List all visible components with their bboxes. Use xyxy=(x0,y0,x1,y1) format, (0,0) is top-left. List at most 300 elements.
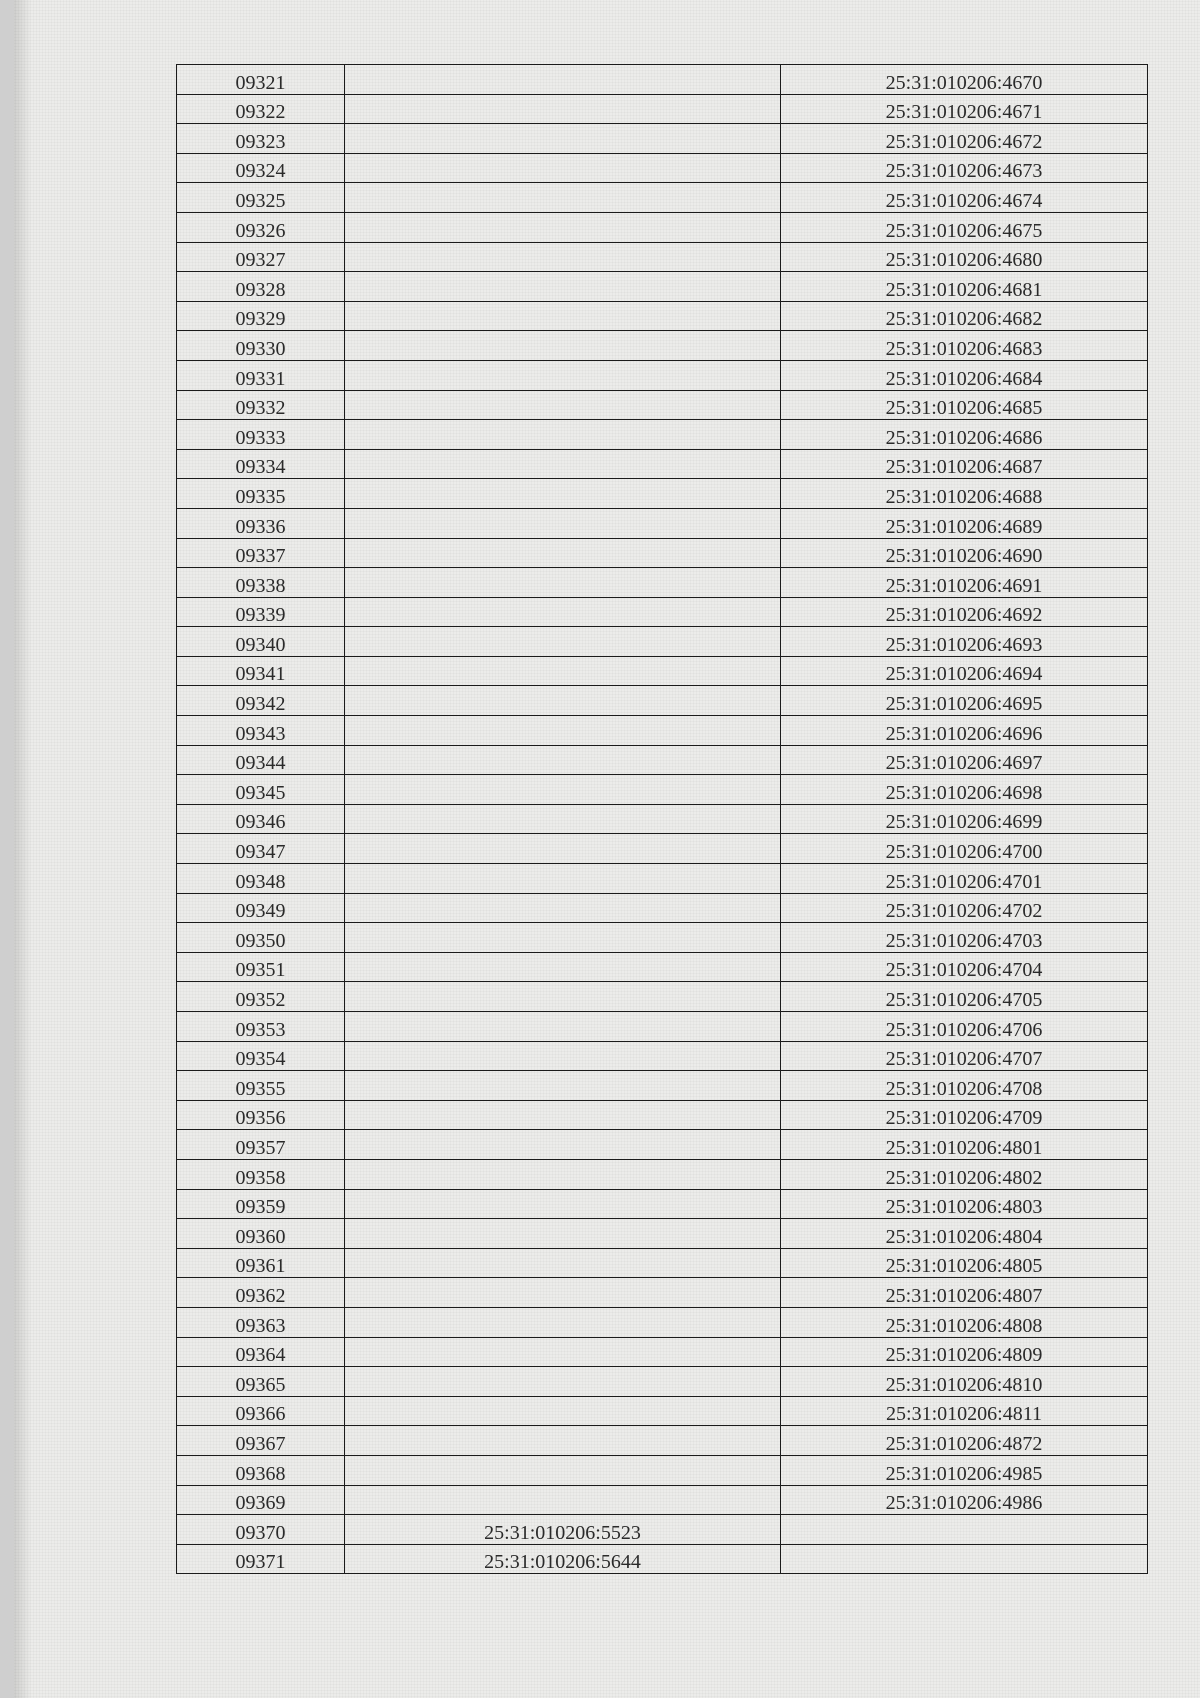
scanned-page xyxy=(14,0,1200,1698)
cadastral-number-text-b: 25:31:010206:4702 xyxy=(885,900,1043,923)
cadastral-number-text-b: 25:31:010206:4709 xyxy=(885,1107,1043,1130)
row-number-cell xyxy=(177,1189,345,1219)
cadastral-number-cell-b xyxy=(781,952,1148,982)
cadastral-number-text-b: 25:31:010206:4693 xyxy=(885,633,1043,656)
cadastral-number-cell-b xyxy=(781,331,1148,361)
cadastral-number-cell-a xyxy=(345,716,781,746)
cadastral-number-cell-a xyxy=(345,775,781,805)
cadastral-number-cell-a xyxy=(345,568,781,598)
cadastral-number-cell-b xyxy=(781,272,1148,302)
row-number-cell xyxy=(177,124,345,154)
table-row xyxy=(177,1337,1148,1367)
table-row xyxy=(177,1426,1148,1456)
cadastral-number-text-b: 25:31:010206:4705 xyxy=(885,989,1043,1011)
row-number-cell xyxy=(177,390,345,420)
cadastral-number-text-b: 25:31:010206:4810 xyxy=(885,1373,1043,1396)
cadastral-number-cell-a xyxy=(345,183,781,213)
row-number-text: 09328 xyxy=(235,278,286,301)
row-number-cell xyxy=(177,1130,345,1160)
cadastral-number-cell-a xyxy=(345,360,781,390)
cadastral-number-cell-b xyxy=(781,212,1148,242)
row-number-cell xyxy=(177,301,345,331)
row-number-text: 09331 xyxy=(235,367,286,390)
row-number-cell xyxy=(177,1278,345,1308)
cadastral-number-text-b: 25:31:010206:4707 xyxy=(885,1048,1043,1071)
cadastral-number-cell-b xyxy=(781,1515,1148,1545)
table-row xyxy=(177,893,1148,923)
table-row xyxy=(177,301,1148,331)
cadastral-number-cell-a xyxy=(345,1071,781,1101)
cadastral-number-cell-b xyxy=(781,390,1148,420)
cadastral-number-cell-b xyxy=(781,1219,1148,1249)
row-number-text: 09322 xyxy=(235,101,286,124)
cadastral-number-text-b: 25:31:010206:4689 xyxy=(885,515,1043,538)
cadastral-number-text-b: 25:31:010206:4690 xyxy=(885,545,1043,568)
row-number-cell xyxy=(177,1485,345,1515)
cadastral-number-text-b: 25:31:010206:4811 xyxy=(886,1403,1042,1426)
table-row xyxy=(177,775,1148,805)
cadastral-number-cell-b xyxy=(781,1485,1148,1515)
cadastral-number-cell-b xyxy=(781,183,1148,213)
table-row xyxy=(177,1248,1148,1278)
row-number-text: 09351 xyxy=(235,959,286,982)
cadastral-number-cell-b xyxy=(781,1189,1148,1219)
row-number-text: 09354 xyxy=(235,1048,286,1071)
row-number-text: 09335 xyxy=(235,485,286,508)
row-number-text: 09333 xyxy=(235,426,286,449)
cadastral-number-cell-a xyxy=(345,538,781,568)
row-number-text: 09360 xyxy=(235,1225,286,1248)
row-number-cell xyxy=(177,627,345,657)
table-row xyxy=(177,1159,1148,1189)
cadastral-number-text-b: 25:31:010206:4697 xyxy=(885,752,1043,775)
cadastral-number-cell-a xyxy=(345,1248,781,1278)
row-number-cell xyxy=(177,153,345,183)
table-row xyxy=(177,212,1148,242)
row-number-cell xyxy=(177,745,345,775)
cadastral-number-text-b: 25:31:010206:4695 xyxy=(885,693,1043,716)
cadastral-number-cell-b xyxy=(781,1455,1148,1485)
cadastral-number-cell-b xyxy=(781,420,1148,450)
cadastral-number-cell-a xyxy=(345,390,781,420)
row-number-text: 09349 xyxy=(235,900,286,923)
table-row xyxy=(177,745,1148,775)
row-number-text: 09339 xyxy=(235,604,286,627)
cadastral-number-text-b: 25:31:010206:4674 xyxy=(885,189,1043,212)
cadastral-number-text-b: 25:31:010206:4985 xyxy=(885,1462,1043,1485)
cadastral-number-cell-a xyxy=(345,834,781,864)
cadastral-number-cell-b xyxy=(781,1278,1148,1308)
table-row xyxy=(177,923,1148,953)
cadastral-number-text-b: 25:31:010206:4703 xyxy=(885,929,1043,952)
row-number-cell xyxy=(177,331,345,361)
cadastral-number-text-b: 25:31:010206:4704 xyxy=(885,959,1043,982)
row-number-text: 09369 xyxy=(235,1492,286,1515)
cadastral-number-cell-b xyxy=(781,864,1148,894)
cadastral-number-text-b: 25:31:010206:4708 xyxy=(885,1077,1043,1100)
row-number-cell xyxy=(177,272,345,302)
cadastral-number-cell-a xyxy=(345,656,781,686)
cadastral-number-text-b: 25:31:010206:4673 xyxy=(885,160,1043,183)
cadastral-number-text-b: 25:31:010206:4802 xyxy=(885,1166,1043,1189)
cadastral-number-text-b: 25:31:010206:4670 xyxy=(885,71,1043,94)
cadastral-number-cell-b xyxy=(781,1396,1148,1426)
table-row xyxy=(177,982,1148,1012)
cadastral-number-text-b: 25:31:010206:4698 xyxy=(885,781,1043,804)
cadastral-number-cell-a xyxy=(345,94,781,124)
cadastral-number-cell-b xyxy=(781,923,1148,953)
cadastral-number-text-b: 25:31:010206:4807 xyxy=(885,1284,1043,1307)
cadastral-number-cell-a xyxy=(345,1426,781,1456)
cadastral-number-text-b: 25:31:010206:4803 xyxy=(885,1196,1043,1219)
row-number-cell xyxy=(177,952,345,982)
cadastral-number-cell-b xyxy=(781,65,1148,95)
row-number-cell xyxy=(177,1041,345,1071)
table-row xyxy=(177,420,1148,450)
row-number-text: 09365 xyxy=(235,1373,286,1396)
cadastral-number-cell-a xyxy=(345,1544,781,1574)
table-row xyxy=(177,1396,1148,1426)
row-number-cell xyxy=(177,893,345,923)
row-number-cell xyxy=(177,1337,345,1367)
row-number-cell xyxy=(177,449,345,479)
cadastral-number-cell-a xyxy=(345,1189,781,1219)
cadastral-number-cell-a xyxy=(345,65,781,95)
table-row xyxy=(177,1041,1148,1071)
cadastral-number-cell-b xyxy=(781,301,1148,331)
table-row xyxy=(177,864,1148,894)
cadastral-number-cell-a xyxy=(345,597,781,627)
cadastral-table xyxy=(176,64,1148,1574)
table-row xyxy=(177,834,1148,864)
row-number-text: 09332 xyxy=(235,397,286,420)
table-row xyxy=(177,627,1148,657)
cadastral-number-text-b: 25:31:010206:4675 xyxy=(885,219,1043,242)
row-number-cell xyxy=(177,716,345,746)
cadastral-number-text-b: 25:31:010206:4682 xyxy=(885,308,1043,331)
table-row xyxy=(177,479,1148,509)
cadastral-number-text-b: 25:31:010206:4684 xyxy=(885,367,1043,390)
row-number-text: 09348 xyxy=(235,870,286,893)
cadastral-number-cell-b xyxy=(781,568,1148,598)
cadastral-number-text-b: 25:31:010206:4700 xyxy=(885,841,1043,864)
cadastral-number-cell-b xyxy=(781,1012,1148,1042)
row-number-text: 09370 xyxy=(235,1521,286,1544)
cadastral-number-text-b: 25:31:010206:4986 xyxy=(885,1492,1043,1515)
row-number-cell xyxy=(177,94,345,124)
table-row xyxy=(177,952,1148,982)
row-number-text: 09327 xyxy=(235,249,286,272)
row-number-cell xyxy=(177,1396,345,1426)
row-number-cell xyxy=(177,508,345,538)
table-row xyxy=(177,65,1148,95)
cadastral-number-text-b: 25:31:010206:4688 xyxy=(885,485,1043,508)
cadastral-number-cell-a xyxy=(345,1396,781,1426)
cadastral-number-cell-b xyxy=(781,775,1148,805)
cadastral-number-text-b: 25:31:010206:4805 xyxy=(885,1255,1043,1278)
cadastral-number-cell-b xyxy=(781,1426,1148,1456)
row-number-cell xyxy=(177,775,345,805)
cadastral-number-text-b: 25:31:010206:4680 xyxy=(885,249,1043,272)
cadastral-number-text-b: 25:31:010206:4808 xyxy=(885,1314,1043,1337)
cadastral-number-text-b: 25:31:010206:4872 xyxy=(885,1432,1043,1455)
cadastral-number-cell-b xyxy=(781,360,1148,390)
cadastral-number-cell-b xyxy=(781,242,1148,272)
row-number-text: 09329 xyxy=(235,308,286,331)
table-row xyxy=(177,124,1148,154)
table-row xyxy=(177,183,1148,213)
table-row xyxy=(177,1100,1148,1130)
row-number-text: 09343 xyxy=(235,722,286,745)
row-number-text: 09334 xyxy=(235,456,286,479)
table-row xyxy=(177,568,1148,598)
cadastral-number-cell-a xyxy=(345,272,781,302)
cadastral-number-cell-b xyxy=(781,1130,1148,1160)
cadastral-number-cell-a xyxy=(345,1100,781,1130)
table-row xyxy=(177,360,1148,390)
cadastral-number-text-b: 25:31:010206:4686 xyxy=(885,426,1043,449)
row-number-cell xyxy=(177,479,345,509)
table-row xyxy=(177,716,1148,746)
cadastral-number-cell-a xyxy=(345,449,781,479)
cadastral-number-cell-b xyxy=(781,716,1148,746)
row-number-cell xyxy=(177,1100,345,1130)
row-number-text: 09364 xyxy=(235,1344,286,1367)
row-number-cell xyxy=(177,864,345,894)
row-number-text: 09355 xyxy=(235,1077,286,1100)
row-number-cell xyxy=(177,686,345,716)
table-row xyxy=(177,1485,1148,1515)
table-row xyxy=(177,1515,1148,1545)
row-number-cell xyxy=(177,183,345,213)
cadastral-number-text-b: 25:31:010206:4809 xyxy=(885,1344,1043,1367)
row-number-text: 09368 xyxy=(235,1462,286,1485)
table-row xyxy=(177,1367,1148,1397)
row-number-cell xyxy=(177,982,345,1012)
row-number-cell xyxy=(177,65,345,95)
cadastral-number-cell-a xyxy=(345,1219,781,1249)
table-row xyxy=(177,1544,1148,1574)
cadastral-number-cell-a xyxy=(345,804,781,834)
cadastral-number-cell-a xyxy=(345,331,781,361)
table-row xyxy=(177,508,1148,538)
table-row xyxy=(177,272,1148,302)
row-number-cell xyxy=(177,597,345,627)
row-number-cell xyxy=(177,212,345,242)
cadastral-number-cell-b xyxy=(781,982,1148,1012)
cadastral-number-text-b: 25:31:010206:4671 xyxy=(885,101,1043,124)
cadastral-number-cell-b xyxy=(781,1337,1148,1367)
cadastral-number-cell-a xyxy=(345,212,781,242)
cadastral-number-cell-b xyxy=(781,893,1148,923)
cadastral-number-cell-a xyxy=(345,1367,781,1397)
cadastral-number-cell-a xyxy=(345,479,781,509)
cadastral-number-cell-b xyxy=(781,1367,1148,1397)
cadastral-number-text-a: 25:31:010206:5523 xyxy=(484,1521,641,1544)
row-number-text: 09353 xyxy=(235,1018,286,1041)
row-number-cell xyxy=(177,360,345,390)
table-row xyxy=(177,242,1148,272)
cadastral-number-text-b: 25:31:010206:4696 xyxy=(885,722,1043,745)
cadastral-number-cell-a xyxy=(345,952,781,982)
row-number-cell xyxy=(177,656,345,686)
cadastral-number-text-b: 25:31:010206:4691 xyxy=(885,574,1043,597)
cadastral-number-text-b: 25:31:010206:4681 xyxy=(885,278,1043,301)
cadastral-number-text-a: 25:31:010206:5644 xyxy=(484,1551,641,1574)
cadastral-number-cell-a xyxy=(345,1041,781,1071)
row-number-text: 09346 xyxy=(235,811,286,834)
cadastral-number-text-b: 25:31:010206:4683 xyxy=(885,337,1043,360)
cadastral-number-cell-b xyxy=(781,745,1148,775)
cadastral-number-cell-a xyxy=(345,1012,781,1042)
row-number-text: 09367 xyxy=(235,1432,286,1455)
row-number-cell xyxy=(177,242,345,272)
row-number-text: 09347 xyxy=(235,841,286,864)
cadastral-number-cell-b xyxy=(781,834,1148,864)
row-number-cell xyxy=(177,1515,345,1545)
table-row xyxy=(177,1071,1148,1101)
table-row xyxy=(177,1455,1148,1485)
row-number-cell xyxy=(177,1248,345,1278)
cadastral-number-cell-a xyxy=(345,1515,781,1545)
row-number-text: 09324 xyxy=(235,160,286,183)
cadastral-number-cell-b xyxy=(781,124,1148,154)
cadastral-number-text-b: 25:31:010206:4699 xyxy=(885,811,1043,834)
row-number-text: 09371 xyxy=(235,1551,286,1574)
cadastral-number-cell-b xyxy=(781,1071,1148,1101)
row-number-text: 09338 xyxy=(235,574,286,597)
table-row xyxy=(177,449,1148,479)
row-number-cell xyxy=(177,923,345,953)
cadastral-number-cell-a xyxy=(345,864,781,894)
cadastral-number-cell-b xyxy=(781,597,1148,627)
cadastral-number-cell-a xyxy=(345,153,781,183)
row-number-cell xyxy=(177,1219,345,1249)
cadastral-number-text-b: 25:31:010206:4701 xyxy=(885,870,1043,893)
cadastral-number-cell-a xyxy=(345,1307,781,1337)
row-number-text: 09340 xyxy=(235,633,286,656)
cadastral-number-cell-a xyxy=(345,686,781,716)
row-number-text: 09361 xyxy=(235,1255,286,1278)
cadastral-number-text-b: 25:31:010206:4687 xyxy=(885,456,1043,479)
row-number-text: 09337 xyxy=(235,545,286,568)
cadastral-number-cell-a xyxy=(345,1485,781,1515)
row-number-text: 09356 xyxy=(235,1107,286,1130)
row-number-text: 09366 xyxy=(235,1403,286,1426)
cadastral-number-cell-a xyxy=(345,745,781,775)
row-number-text: 09345 xyxy=(235,781,286,804)
cadastral-number-cell-a xyxy=(345,1278,781,1308)
row-number-cell xyxy=(177,834,345,864)
cadastral-number-cell-a xyxy=(345,1337,781,1367)
cadastral-number-cell-b xyxy=(781,1159,1148,1189)
row-number-cell xyxy=(177,1307,345,1337)
cadastral-number-cell-b xyxy=(781,804,1148,834)
row-number-cell xyxy=(177,1159,345,1189)
row-number-cell xyxy=(177,804,345,834)
cadastral-number-cell-b xyxy=(781,1100,1148,1130)
cadastral-number-cell-b xyxy=(781,627,1148,657)
table-row xyxy=(177,1130,1148,1160)
cadastral-number-text-b: 25:31:010206:4685 xyxy=(885,397,1043,420)
cadastral-number-cell-b xyxy=(781,656,1148,686)
table-row xyxy=(177,390,1148,420)
row-number-text: 09342 xyxy=(235,693,286,716)
table-row xyxy=(177,94,1148,124)
row-number-cell xyxy=(177,1544,345,1574)
table-row xyxy=(177,1219,1148,1249)
cadastral-number-cell-a xyxy=(345,1455,781,1485)
cadastral-number-cell-a xyxy=(345,508,781,538)
table-row xyxy=(177,597,1148,627)
cadastral-number-cell-a xyxy=(345,627,781,657)
table-row xyxy=(177,331,1148,361)
table-row xyxy=(177,686,1148,716)
cadastral-number-cell-a xyxy=(345,242,781,272)
row-number-cell xyxy=(177,1455,345,1485)
row-number-cell xyxy=(177,1426,345,1456)
cadastral-number-cell-b xyxy=(781,1307,1148,1337)
row-number-text: 09363 xyxy=(235,1314,286,1337)
cadastral-number-cell-b xyxy=(781,686,1148,716)
cadastral-number-cell-a xyxy=(345,982,781,1012)
cadastral-number-text-b: 25:31:010206:4692 xyxy=(885,604,1043,627)
row-number-text: 09362 xyxy=(235,1284,286,1307)
table-row xyxy=(177,1278,1148,1308)
cadastral-number-cell-a xyxy=(345,1130,781,1160)
table-row xyxy=(177,656,1148,686)
table-row xyxy=(177,1189,1148,1219)
row-number-text: 09344 xyxy=(235,752,286,775)
cadastral-number-text-b: 25:31:010206:4694 xyxy=(885,663,1043,686)
cadastral-number-cell-b xyxy=(781,479,1148,509)
cadastral-number-cell-a xyxy=(345,1159,781,1189)
row-number-cell xyxy=(177,568,345,598)
cadastral-number-cell-a xyxy=(345,301,781,331)
row-number-cell xyxy=(177,1071,345,1101)
cadastral-number-cell-a xyxy=(345,124,781,154)
cadastral-number-cell-b xyxy=(781,153,1148,183)
cadastral-number-cell-a xyxy=(345,923,781,953)
row-number-cell xyxy=(177,1367,345,1397)
row-number-text: 09323 xyxy=(235,130,286,153)
table-row xyxy=(177,153,1148,183)
cadastral-number-cell-b xyxy=(781,538,1148,568)
row-number-text: 09330 xyxy=(235,337,286,360)
row-number-text: 09336 xyxy=(235,515,286,538)
cadastral-number-cell-b xyxy=(781,94,1148,124)
cadastral-number-cell-a xyxy=(345,893,781,923)
cadastral-number-cell-b xyxy=(781,449,1148,479)
table-row xyxy=(177,804,1148,834)
cadastral-number-cell-b xyxy=(781,1248,1148,1278)
row-number-text: 09359 xyxy=(235,1196,286,1219)
table-body xyxy=(177,65,1148,1574)
row-number-text: 09350 xyxy=(235,929,286,952)
cadastral-number-cell-b xyxy=(781,1041,1148,1071)
cadastral-number-cell-b xyxy=(781,1544,1148,1574)
row-number-text: 09358 xyxy=(235,1166,286,1189)
cadastral-number-cell-a xyxy=(345,420,781,450)
cadastral-number-text-b: 25:31:010206:4804 xyxy=(885,1225,1043,1248)
row-number-cell xyxy=(177,538,345,568)
row-number-text: 09352 xyxy=(235,989,286,1011)
cadastral-number-cell-b xyxy=(781,508,1148,538)
row-number-text: 09326 xyxy=(235,219,286,242)
cadastral-number-text-b: 25:31:010206:4672 xyxy=(885,130,1043,153)
row-number-text: 09341 xyxy=(235,663,286,686)
row-number-cell xyxy=(177,1012,345,1042)
